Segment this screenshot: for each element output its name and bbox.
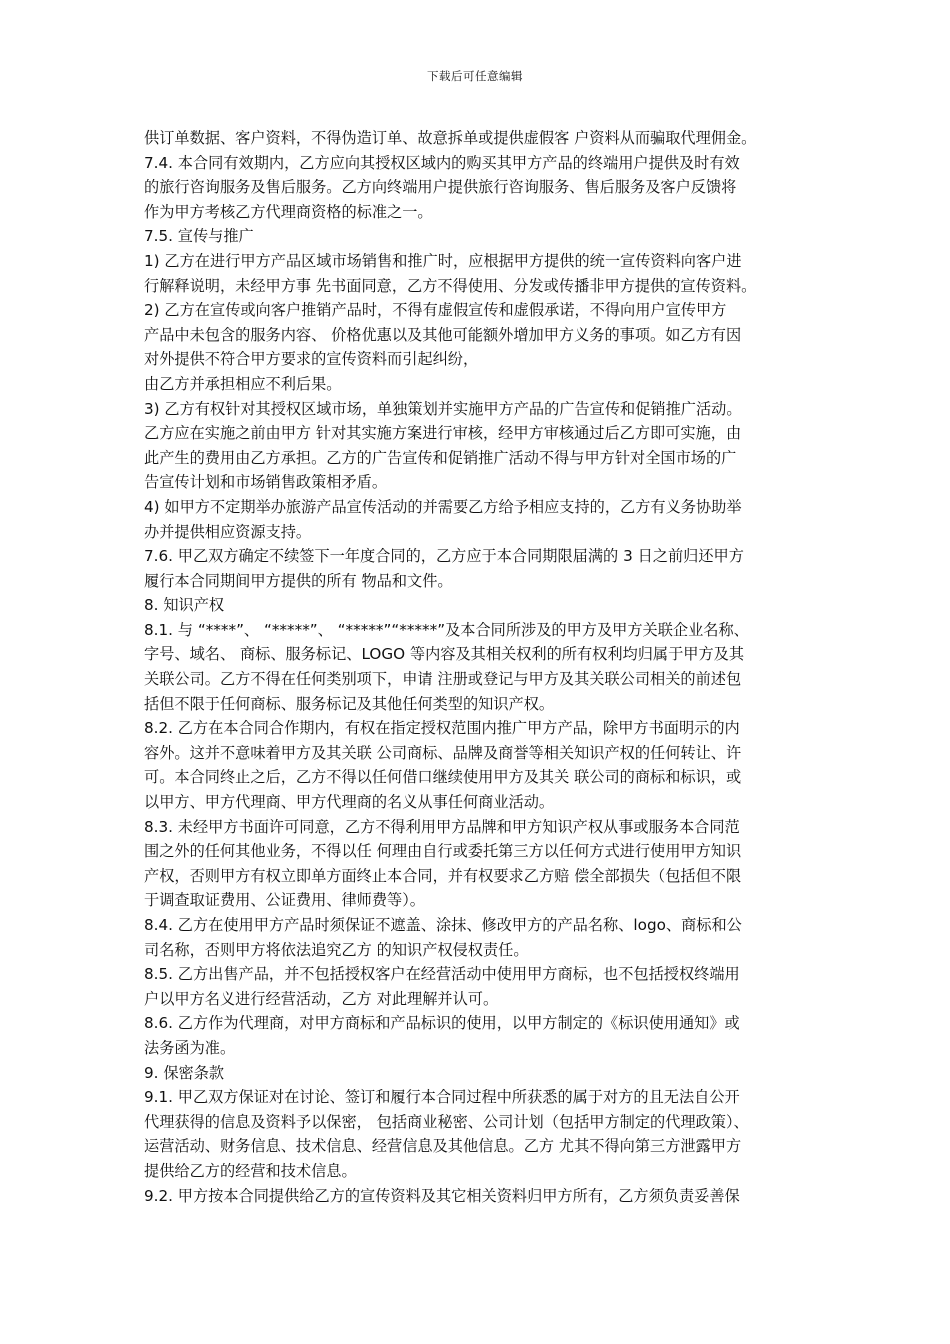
text-line: 法务函为准。 xyxy=(144,1038,236,1057)
text-line: 产品中未包含的服务内容、 价格优惠以及其他可能额外增加甲方义务的事项。如乙方有因 xyxy=(144,325,742,344)
page-header: 下载后可任意编辑 xyxy=(427,69,523,83)
text-line: 7.6. 甲乙双方确定不续签下一年度合同的，乙方应于本合同期限届满的 3 日之前归还甲方 xyxy=(144,547,744,566)
text-line: 乙方应在实施之前由甲方 针对其实施方案进行审核，经甲方审核通过后乙方即可实施，由 xyxy=(144,424,742,443)
text-line: 围之外的任何其他业务，不得以任 何理由自行或委托第三方以任何方式进行使用甲方知识 xyxy=(144,842,742,861)
text-line: 的旅行咨询服务及售后服务。乙方向终端用户提供旅行咨询服务、售后服务及客户反馈将 xyxy=(144,178,737,197)
document-body xyxy=(144,126,814,1208)
text-line: 8.1. 与 “****”、 “*****”、 “*****”“*****”及本合同所涉及的甲方及甲方关联企业名称、 xyxy=(144,620,749,639)
text-line: 办并提供相应资源支持。 xyxy=(144,522,312,541)
text-line: 8.3. 未经甲方书面许可同意，乙方不得利用甲方品牌和甲方知识产权从事或服务本合同范 xyxy=(144,817,740,836)
text-line: 履行本合同期间甲方提供的所有 物品和文件。 xyxy=(144,571,453,590)
text-line: 提供给乙方的经营和技术信息。 xyxy=(144,1161,357,1180)
text-line: 告宣传计划和市场销售政策相矛盾。 xyxy=(144,473,387,492)
text-line: 9.1. 甲乙双方保证对在讨论、签订和履行本合同过程中所获悉的属于对方的且无法自公开 xyxy=(144,1088,740,1107)
text-line: 产权，否则甲方有权立即单方面终止本合同，并有权要求乙方赔 偿全部损失（包括但不限 xyxy=(144,866,742,885)
text-line: 3) 乙方有权针对其授权区域市场，单独策划并实施甲方产品的广告宣传和促销推广活动。 xyxy=(144,399,742,418)
text-line: 8.2. 乙方在本合同合作期内，有权在指定授权范围内推广甲方产品，除甲方书面明示的内 xyxy=(144,719,740,738)
text-line: 此产生的费用由乙方承担。乙方的广告宣传和促销推广活动不得与甲方针对全国市场的广 xyxy=(144,448,737,467)
text-line: 作为甲方考核乙方代理商资格的标准之一。 xyxy=(144,202,433,221)
text-line: 9.2. 甲方按本合同提供给乙方的宣传资料及其它相关资料归甲方所有，乙方须负责妥善保 xyxy=(144,1186,740,1205)
text-line: 1) 乙方在进行甲方产品区域市场销售和推广时，应根据甲方提供的统一宣传资料向客户进 xyxy=(144,251,742,270)
text-line: 户以甲方名义进行经营活动，乙方 对此理解并认可。 xyxy=(144,989,499,1008)
text-line: 8.6. 乙方作为代理商，对甲方商标和产品标识的使用，以甲方制定的《标识使用通知》或 xyxy=(144,1014,740,1033)
text-line: 可。本合同终止之后，乙方不得以任何借口继续使用甲方及其关 联公司的商标和标识，或 xyxy=(144,768,742,787)
text-line: 供订单数据、客户资料，不得伪造订单、故意拆单或提供虚假客 户资料从而骗取代理佣金。 xyxy=(144,129,757,147)
text-line: 于调查取证费用、公证费用、律师费等）。 xyxy=(144,891,425,910)
text-line: 运营活动、财务信息、技术信息、经营信息及其他信息。乙方 尤其不得向第三方泄露甲方 xyxy=(144,1137,742,1156)
text-line: 字号、域名、 商标、服务标记、LOGO 等内容及其相关权利的所有权利均归属于甲方及其 xyxy=(144,645,745,664)
text-line: 行解释说明，未经甲方事 先书面同意，乙方不得使用、分发或传播非甲方提供的宣传资料。 xyxy=(144,276,757,295)
text-line: 代理获得的信息及资料予以保密， 包括商业秘密、公司计划（包括甲方制定的代理政策）、 xyxy=(144,1112,749,1131)
text-line: 括但不限于任何商标、服务标记及其他任何类型的知识产权。 xyxy=(144,694,555,713)
text-line: 7.4. 本合同有效期内，乙方应向其授权区域内的购买其甲方产品的终端用户提供及时有效 xyxy=(144,153,740,172)
text-line: 2) 乙方在宣传或向客户推销产品时，不得有虚假宣传和虚假承诺，不得向用户宣传甲方 xyxy=(144,301,727,320)
text-line: 8.4. 乙方在使用甲方产品时须保证不遮盖、涂抹、修改甲方的产品名称、logo、商标和公 xyxy=(144,916,742,934)
text-line: 9. 保密条款 xyxy=(144,1063,225,1082)
text-line: 7.5. 宣传与推广 xyxy=(144,227,254,246)
text-line: 司名称，否则甲方将依法追究乙方 的知识产权侵权责任。 xyxy=(144,940,529,959)
text-line: 以甲方、甲方代理商、甲方代理商的名义从事任何商业活动。 xyxy=(144,793,555,812)
text-line: 关联公司。乙方不得在任何类别项下，申请 注册或登记与甲方及其关联公司相关的前述包 xyxy=(144,670,742,689)
text-line: 4) 如甲方不定期举办旅游产品宣传活动的并需要乙方给予相应支持的，乙方有义务协助举 xyxy=(144,497,742,516)
text-line: 对外提供不符合甲方要求的宣传资料而引起纠纷， xyxy=(144,350,479,369)
text-line: 8. 知识产权 xyxy=(144,596,225,615)
text-line: 容外。这并不意味着甲方及其关联 公司商标、品牌及商誉等相关知识产权的任何转让、许 xyxy=(144,743,742,762)
text-line: 8.5. 乙方出售产品，并不包括授权客户在经营活动中使用甲方商标，也不包括授权终端用 xyxy=(144,965,740,984)
text-line: 由乙方并承担相应不利后果。 xyxy=(144,374,342,393)
